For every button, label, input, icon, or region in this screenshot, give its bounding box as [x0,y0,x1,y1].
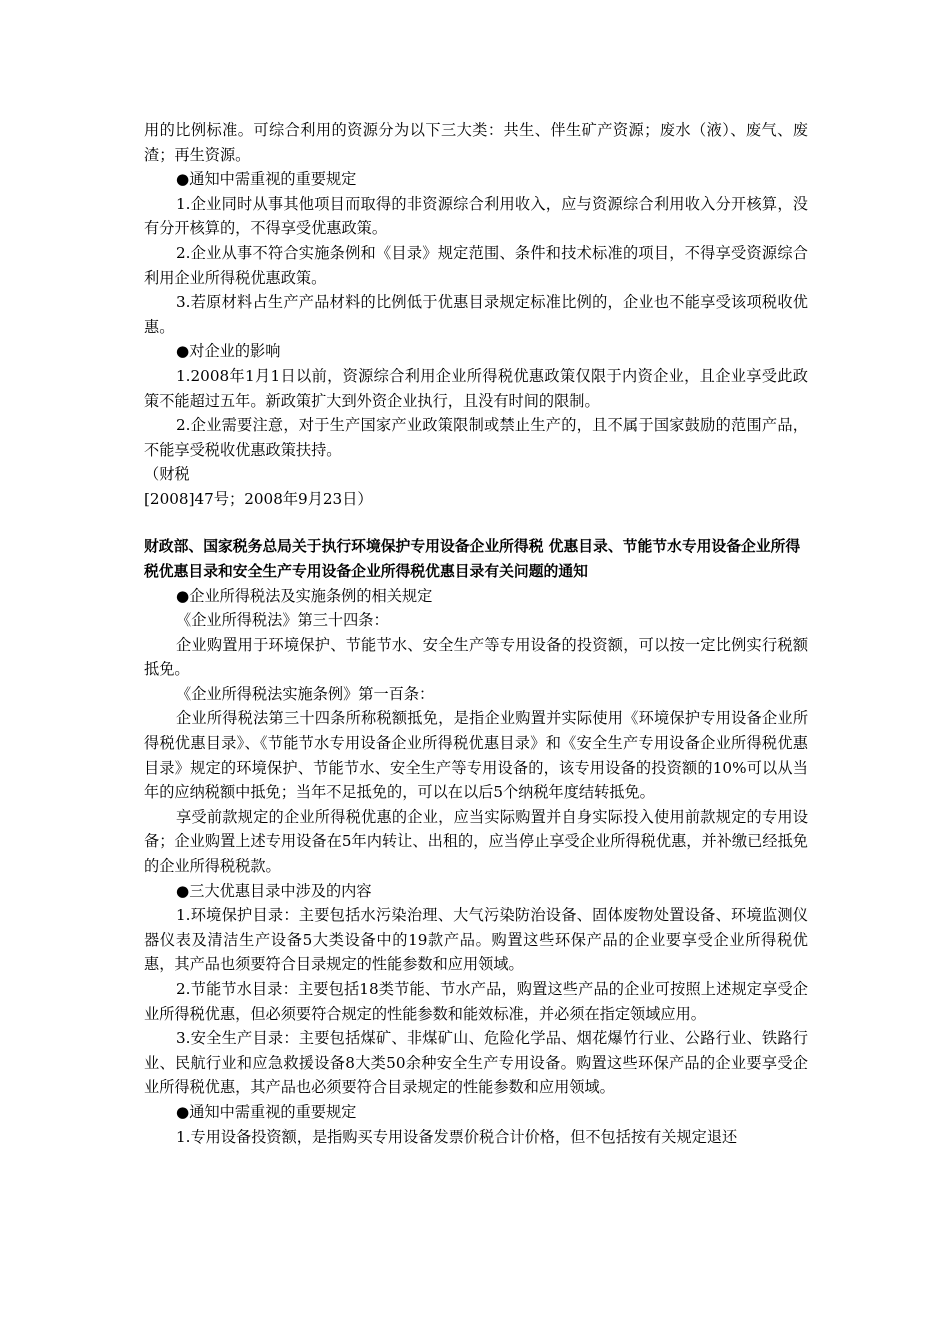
section-bullet-heading: ●通知中需重视的重要规定 [176,1102,357,1121]
paragraph: 3.安全生产目录：主要包括煤矿、非煤矿山、危险化学品、烟花爆竹行业、公路行业、铁路行业、民航行业和应急救援设备8大类50余种安全生产专用设备。购置这些环保产品的企业要享受企业所得税优惠，其产品也必须要符合目录规定的性能参数和应用领域。 [144,1029,808,1097]
paragraph: 1.2008年1月1日以前，资源综合利用企业所得税优惠政策仅限于内资企业，且企业享受此政策不能超过五年。新政策扩大到外资企业执行，且没有时间的限制。 [144,366,808,410]
notice-title: 财政部、国家税务总局关于执行环境保护专用设备企业所得税 优惠目录、节能节水专用设备企业所得税优惠目录和安全生产专用设备企业所得税优惠目录有关问题的通知 [144,537,801,580]
paragraph: 2.企业需要注意，对于生产国家产业政策限制或禁止生产的，且不属于国家鼓励的范围产品，不能享受税收优惠政策扶持。 [144,416,808,459]
section-bullet-heading: ●三大优惠目录中涉及的内容 [176,881,372,900]
law-article-title: 《企业所得税法实施条例》第一百条： [176,684,435,703]
law-article-title: 《企业所得税法》第三十四条： [176,611,389,630]
paragraph: 1.环境保护目录：主要包括水污染治理、大气污染防治设备、固体废物处置设备、环境监测仪器仪表及清洁生产设备5大类设备中的19款产品。购置这些环保产品的企业要享受企业所得税优惠，其产品也须要符合目录规定的性能参数和应用领域。 [144,906,808,974]
paragraph: 企业所得税法第三十四条所称税额抵免，是指企业购置并实际使用《环境保护专用设备企业所得税优惠目录》、《节能节水专用设备企业所得税优惠目录》和《安全生产专用设备企业所得税优惠目录》规定的环境保护、节能节水、安全生产等专用设备的，该专用设备的投资额的10%可以从当年的应纳税额中抵免；当年不足抵免的，可以在以后5个纳税年度结转抵免。 [144,709,808,802]
paragraph: 1.企业同时从事其他项目而取得的非资源综合利用收入，应与资源综合利用收入分开核算，没有分开核算的，不得享受优惠政策。 [144,194,808,238]
section-bullet-heading: ●企业所得税法及实施条例的相关规定 [176,586,433,605]
paragraph: 2.节能节水目录：主要包括18类节能、节水产品，购置这些产品的企业可按照上述规定享受企业所得税优惠，但必须要符合规定的性能参数和能效标准，并必须在指定领域应用。 [144,980,808,1023]
paragraph: 1.专用设备投资额，是指购买专用设备发票价税合计价格，但不包括按有关规定退还 [176,1127,738,1146]
paragraph: 企业购置用于环境保护、节能节水、安全生产等专用设备的投资额，可以按一定比例实行税额抵免。 [144,635,808,679]
paragraph: 享受前款规定的企业所得税优惠的企业，应当实际购置并自身实际投入使用前款规定的专用设备；企业购置上述专用设备在5年内转让、出租的，应当停止享受企业所得税优惠，并补缴已经抵免的企业所得税税款。 [144,807,808,876]
citation-line-2: [2008]47号；2008年9月23日） [144,489,373,508]
section-bullet-heading: ●对企业的影响 [176,342,281,361]
paragraph: 2.企业从事不符合实施条例和《目录》规定范围、条件和技术标准的项目，不得享受资源综合利用企业所得税优惠政策。 [144,243,808,287]
paragraph: 用的比例标准。可综合利用的资源分为以下三大类：共生、伴生矿产资源；废水（液）、废气、废渣；再生资源。 [144,121,808,164]
document-page [144,118,808,1149]
section-bullet-heading: ●通知中需重视的重要规定 [176,170,357,189]
citation-line-1: （财税 [144,465,190,484]
paragraph: 3.若原材料占生产产品材料的比例低于优惠目录规定标准比例的，企业也不能享受该项税收优惠。 [144,293,808,336]
